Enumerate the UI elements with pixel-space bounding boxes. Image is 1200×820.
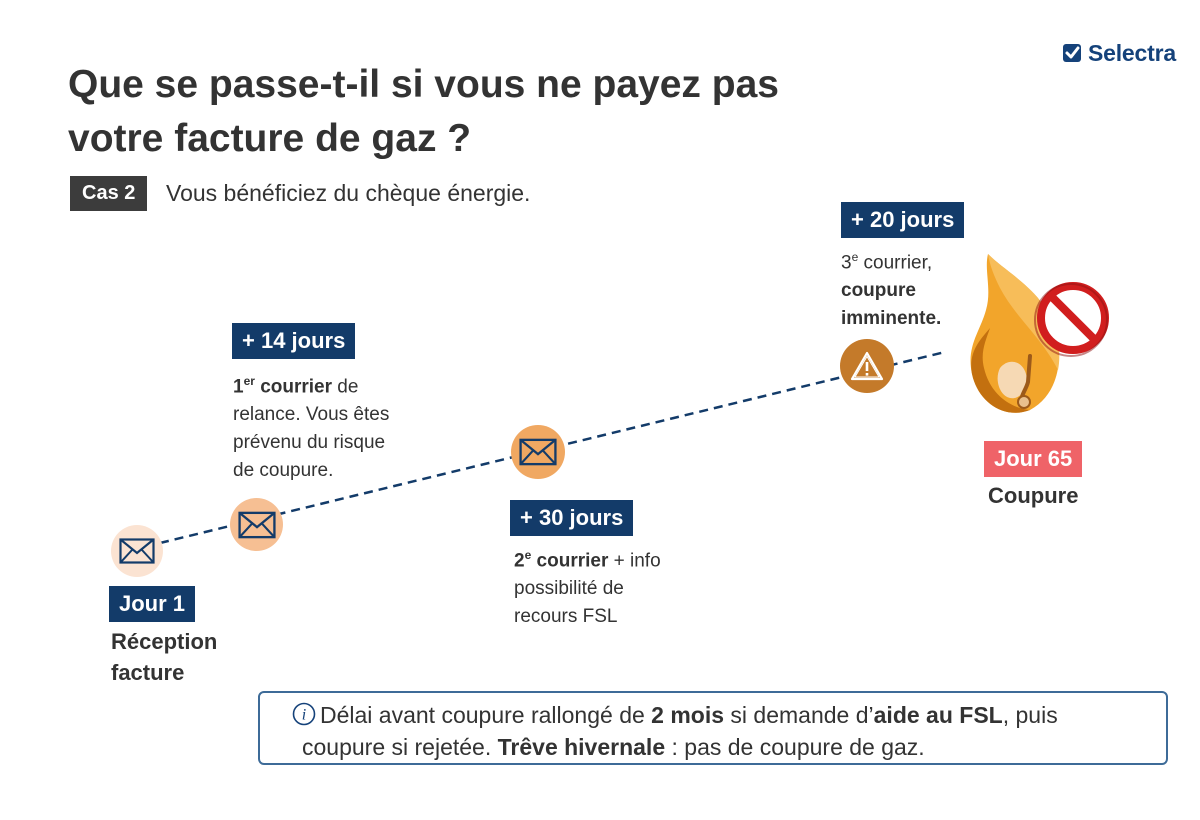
- step2-description: [233, 367, 453, 485]
- step3-envelope-circle: [511, 425, 565, 479]
- step3-line1: [514, 541, 734, 575]
- step2-tag: + 14 jours: [232, 323, 355, 359]
- info-l1-e: , puis: [1002, 702, 1058, 728]
- step1-label-line2: facture: [111, 660, 185, 685]
- step2-envelope-circle: [230, 498, 283, 551]
- info-l1-c: si demande d’: [724, 702, 874, 728]
- info-l1-d: aide au FSL: [873, 702, 1003, 728]
- step2-line1: [233, 367, 453, 401]
- info-l1-b: 2 mois: [651, 702, 725, 728]
- step4-tag: + 20 jours: [841, 202, 964, 238]
- step3-description: [514, 541, 734, 631]
- step3-line3: recours FSL: [514, 606, 618, 628]
- step4-line3: imminente.: [841, 308, 942, 330]
- gas-flame-icon: [960, 248, 1120, 418]
- step4-ordinal: 3: [841, 252, 852, 274]
- envelope-icon: [119, 538, 155, 564]
- step3-ordinal-sup: e: [524, 548, 532, 562]
- step4-line2: coupure: [841, 280, 916, 302]
- info-line-1: [292, 700, 1058, 730]
- step2-ordinal-sup: er: [243, 374, 255, 388]
- step3-line2: possibilité de: [514, 578, 624, 600]
- step2-bold: courrier: [260, 376, 333, 398]
- step5-tag: Jour 65: [984, 441, 1082, 477]
- step2-rest1: de: [332, 376, 359, 398]
- step2-line4: de coupure.: [233, 460, 334, 482]
- step3-tag: + 30 jours: [510, 500, 633, 536]
- step2-ordinal: 1: [233, 376, 244, 398]
- step5-label: Coupure: [988, 483, 1079, 508]
- case-description: Vous bénéficiez du chèque énergie.: [166, 180, 531, 206]
- step3-rest1: + info: [608, 550, 661, 572]
- step1-label-line1: Réception: [111, 629, 218, 654]
- envelope-icon: [238, 511, 276, 539]
- info-line-2: [302, 732, 925, 762]
- info-icon-glyph: i: [301, 706, 307, 724]
- info-l2-c: : pas de coupure de gaz.: [665, 734, 925, 760]
- info-l2-b: Trêve hivernale: [497, 734, 666, 760]
- info-l2-a: coupure si rejetée.: [302, 734, 498, 760]
- step2-line3: prévenu du risque: [233, 432, 386, 454]
- info-l1-a: Délai avant coupure rallongé de: [320, 702, 652, 728]
- title-line-1: Que se passe-t-il si vous ne payez pas: [68, 63, 779, 106]
- warning-icon: [850, 351, 884, 381]
- title-line-2: votre facture de gaz ?: [68, 117, 472, 160]
- step4-ordinal-sup: e: [851, 250, 859, 264]
- logo-text: Selectra: [1088, 39, 1176, 66]
- step1-tag: Jour 1: [109, 586, 195, 622]
- step3-ordinal: 2: [514, 550, 525, 572]
- step1-envelope-circle: [111, 525, 163, 577]
- case-badge: Cas 2: [70, 176, 147, 211]
- step1-label: [111, 626, 217, 688]
- envelope-icon: [519, 438, 557, 466]
- step4-rest1: courrier,: [858, 252, 933, 274]
- step2-line2: relance. Vous êtes: [233, 404, 390, 426]
- info-icon: [292, 702, 316, 726]
- step4-warning-circle: [840, 339, 894, 393]
- step3-bold: courrier: [536, 550, 609, 572]
